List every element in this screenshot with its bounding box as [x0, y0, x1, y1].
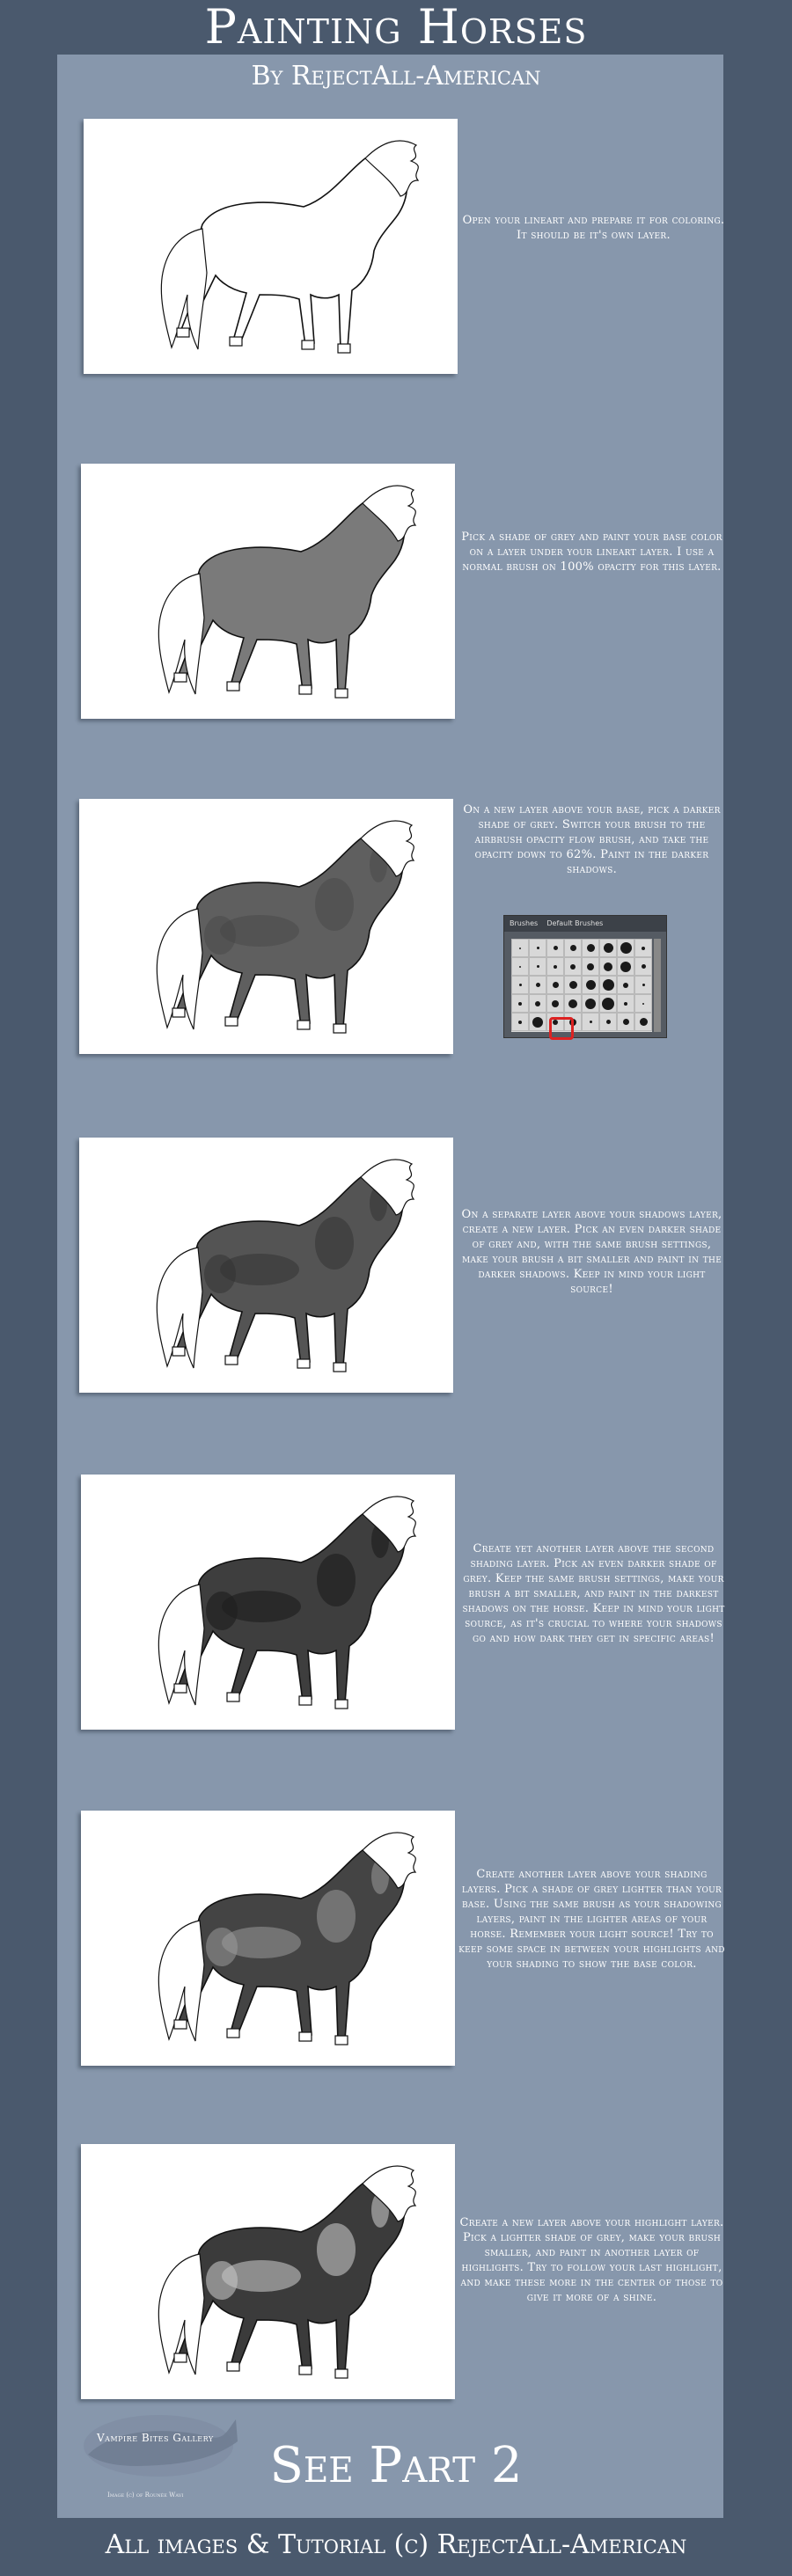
step-7-image: [81, 2144, 455, 2399]
horse-icon: [81, 1475, 455, 1730]
gallery-horse-silhouette-icon: [62, 2393, 246, 2507]
step-2-image: [81, 464, 455, 719]
horse-icon: [79, 1138, 453, 1393]
brush-icon: [529, 957, 546, 976]
gallery-credit: Image (c) of Rounée Wavi: [107, 2492, 184, 2499]
horse-icon: [81, 1811, 455, 2066]
see-part-2-link: See Part 2: [269, 2437, 523, 2494]
brush-icon: [599, 976, 617, 994]
brush-icon: [582, 957, 599, 976]
horse-icon: [84, 119, 458, 374]
brush-icon: [634, 957, 652, 976]
brush-icon: [599, 957, 617, 976]
step-1-image: [84, 119, 458, 374]
brush-icon: [634, 994, 652, 1013]
step-2-text: Pick a shade of grey and paint your base color on a layer under your lineart layer. I use a normal brush on 100% opacity for this layer.: [461, 531, 722, 574]
brush-icon: [564, 976, 582, 994]
brush-icon: [599, 939, 617, 957]
brush-icon: [634, 976, 652, 994]
horse-icon: [81, 464, 455, 719]
step-1-text: Open your lineart and prepare it for coloring. It should be it's own layer.: [462, 214, 725, 242]
brush-icon: [529, 939, 546, 957]
page-title: Painting Horses: [204, 0, 588, 55]
brush-icon: [529, 976, 546, 994]
brush-icon: [599, 994, 617, 1013]
step-4-image: [79, 1138, 453, 1393]
brush-icon: [529, 994, 546, 1013]
brush-icon: [511, 957, 529, 976]
brush-icon: [511, 976, 529, 994]
brush-icon: [617, 957, 634, 976]
brush-selection-highlight: [549, 1017, 574, 1040]
brush-icon: [564, 994, 582, 1013]
brush-grid: [511, 939, 652, 1032]
step-7-text: Create a new layer above your highlight layer. Pick a lighter shade of grey, make your brush smaller, and paint in another layer of highlights. Try to follow your last highlight, and make these more in the center of those to give it more of a shine.: [459, 2216, 724, 2304]
brush-icon: [634, 939, 652, 957]
step-6-text: Create another layer above your shading layers. Pick a shade of grey lighter than your base. Using the same brush as your shadowing layers, paint in the lighter areas of your horse. Remember your light source! Try to keep some space in between your highlights and your shading to show the base color.: [458, 1868, 725, 1971]
gallery-watermark: [62, 2393, 246, 2507]
brush-icon: [529, 1013, 546, 1031]
brush-icon: [582, 976, 599, 994]
brush-icon: [634, 1013, 652, 1031]
brush-icon: [546, 976, 564, 994]
brush-icon: [546, 957, 564, 976]
brush-icon: [511, 1013, 529, 1031]
step-6-image: [81, 1811, 455, 2066]
brush-palette-screenshot: [503, 915, 667, 1038]
brush-palette-header: [504, 916, 666, 932]
step-4-text: On a separate layer above your shadows layer, create a new layer. Pick an even darker shade of grey and, with the same brush settings, make your brush a bit smaller and paint in the darker shadows. Keep in mind your light source!: [461, 1208, 722, 1296]
brush-palette-tab-2: Default Brushes: [546, 919, 604, 927]
brush-palette-tab: Brushes: [510, 919, 539, 927]
brush-icon: [599, 1013, 617, 1031]
brush-icon: [546, 994, 564, 1013]
brush-icon: [582, 1013, 599, 1031]
horse-icon: [81, 2144, 455, 2399]
step-5-image: [81, 1475, 455, 1730]
brush-icon: [546, 939, 564, 957]
brush-palette-scrollbar: [654, 939, 661, 1032]
brush-icon: [617, 976, 634, 994]
brush-icon: [582, 994, 599, 1013]
brush-icon: [617, 1013, 634, 1031]
step-3-text: On a new layer above your base, pick a darker shade of grey. Switch your brush to the airbrush opacity flow brush, and take the opacity down to 62%. Paint in the darker shadows.: [463, 803, 721, 876]
brush-icon: [511, 939, 529, 957]
page-subtitle: By RejectAll-American: [251, 61, 541, 91]
copyright-footer: All images & Tutorial (c) RejectAll-American: [105, 2529, 687, 2560]
step-3-image: [79, 799, 453, 1054]
brush-icon: [582, 939, 599, 957]
gallery-name: Vampire Bites Gallery: [97, 2432, 214, 2444]
brush-icon: [564, 939, 582, 957]
brush-icon: [617, 994, 634, 1013]
step-5-text: Create yet another layer above the second shading layer. Pick an even darker shade of grey. Keep the same brush settings, make your brush a bit smaller, and paint in the darkest shadows on the horse. Keep in mind your light source, as it's crucial to where your shadows go and how dark they get in specific areas!: [462, 1542, 725, 1645]
brush-icon: [564, 957, 582, 976]
brush-icon: [511, 994, 529, 1013]
brush-icon: [617, 939, 634, 957]
horse-icon: [79, 799, 453, 1054]
